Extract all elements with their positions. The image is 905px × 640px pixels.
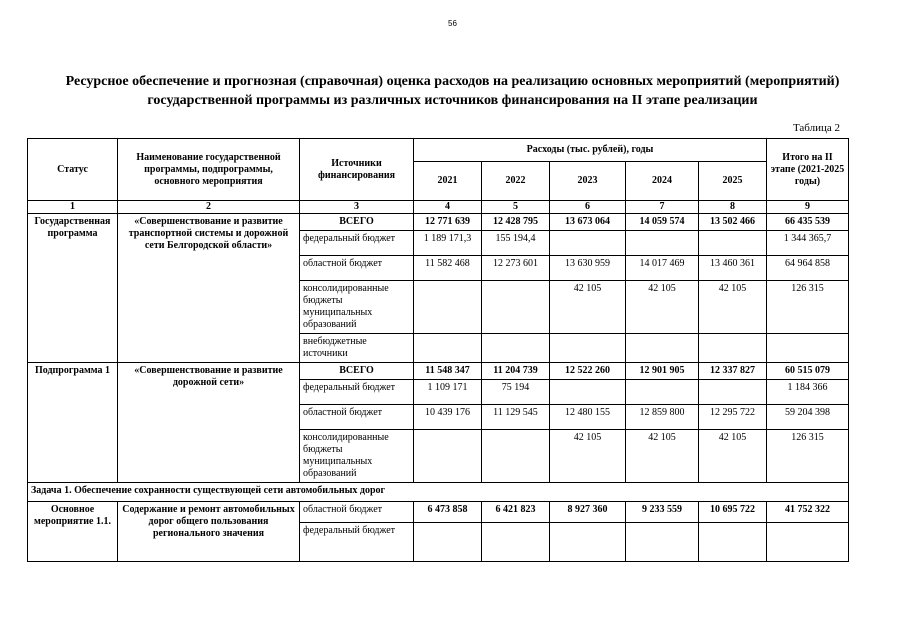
row-total (767, 523, 849, 562)
row-source: ВСЕГО (300, 214, 414, 231)
row-value: 13 460 361 (699, 256, 767, 281)
header-status: Статус (28, 139, 118, 201)
row-total: 60 515 079 (767, 363, 849, 380)
row-value: 11 129 545 (482, 405, 550, 430)
row-value: 42 105 (699, 430, 767, 483)
row-value: 155 194,4 (482, 231, 550, 256)
row-name: Содержание и ремонт автомобильных дорог общего пользования регионального значения (118, 502, 300, 562)
row-value: 42 105 (626, 430, 699, 483)
row-status: Государственная программа (28, 214, 118, 363)
header-year: 2022 (482, 162, 550, 201)
row-value (550, 523, 626, 562)
row-value: 42 105 (550, 281, 626, 334)
row-name: «Совершенствование и развитие транспортной системы и дорожной сети Белгородской области» (118, 214, 300, 363)
row-value: 8 927 360 (550, 502, 626, 523)
row-value: 12 901 905 (626, 363, 699, 380)
column-numbers-row (28, 201, 849, 214)
row-value: 12 337 827 (699, 363, 767, 380)
row-value: 12 295 722 (699, 405, 767, 430)
row-value: 13 502 466 (699, 214, 767, 231)
table-row (28, 502, 849, 523)
row-value: 13 630 959 (550, 256, 626, 281)
row-value: 12 273 601 (482, 256, 550, 281)
row-value: 10 695 722 (699, 502, 767, 523)
row-value (699, 334, 767, 363)
row-value: 42 105 (699, 281, 767, 334)
row-total: 59 204 398 (767, 405, 849, 430)
row-source: областной бюджет (300, 405, 414, 430)
row-source: федеральный бюджет (300, 231, 414, 256)
row-value (482, 334, 550, 363)
header-year: 2023 (550, 162, 626, 201)
header-total: Итого на II этапе (2021-2025 годы) (767, 139, 849, 201)
row-value (699, 380, 767, 405)
row-value: 9 233 559 (626, 502, 699, 523)
row-value (482, 430, 550, 483)
row-total: 64 964 858 (767, 256, 849, 281)
row-value: 42 105 (550, 430, 626, 483)
row-value: 10 439 176 (414, 405, 482, 430)
row-value: 1 109 171 (414, 380, 482, 405)
row-source: федеральный бюджет (300, 523, 414, 562)
row-total: 66 435 539 (767, 214, 849, 231)
row-value: 6 473 858 (414, 502, 482, 523)
column-number: 3 (300, 201, 414, 214)
row-value (414, 334, 482, 363)
header-row (28, 139, 849, 162)
page-number: 56 (448, 19, 457, 28)
row-value (414, 430, 482, 483)
column-number: 9 (767, 201, 849, 214)
row-total (767, 334, 849, 363)
column-number: 6 (550, 201, 626, 214)
row-status: Основное мероприятие 1.1. (28, 502, 118, 562)
row-value: 12 428 795 (482, 214, 550, 231)
row-value: 12 522 260 (550, 363, 626, 380)
row-source: областной бюджет (300, 502, 414, 523)
row-value (626, 380, 699, 405)
row-name: «Совершенствование и развитие дорожной сети» (118, 363, 300, 483)
row-source: консолидированные бюджеты муниципальных образований (300, 430, 414, 483)
column-number: 1 (28, 201, 118, 214)
row-value: 13 673 064 (550, 214, 626, 231)
header-year: 2021 (414, 162, 482, 201)
row-value: 11 582 468 (414, 256, 482, 281)
header-year: 2025 (699, 162, 767, 201)
row-total: 41 752 322 (767, 502, 849, 523)
document-title: Ресурсное обеспечение и прогнозная (справочная) оценка расходов на реализацию основных мероприятий (мероприятий) государственной программы из различных источников финансирования на II этапе реализации (65, 74, 840, 108)
row-value (626, 523, 699, 562)
column-number: 8 (699, 201, 767, 214)
row-value: 14 059 574 (626, 214, 699, 231)
row-value (550, 231, 626, 256)
row-value: 12 771 639 (414, 214, 482, 231)
header-sources: Источники финансирования (300, 139, 414, 201)
row-value: 14 017 469 (626, 256, 699, 281)
table-label: Таблица 2 (792, 122, 840, 134)
row-value: 1 189 171,3 (414, 231, 482, 256)
row-status: Подпрограмма 1 (28, 363, 118, 483)
section-row (28, 483, 849, 502)
column-number: 2 (118, 201, 300, 214)
row-value: 11 548 347 (414, 363, 482, 380)
row-value: 11 204 739 (482, 363, 550, 380)
table-row (28, 363, 849, 380)
row-value: 12 480 155 (550, 405, 626, 430)
row-total: 1 184 366 (767, 380, 849, 405)
row-total: 126 315 (767, 430, 849, 483)
row-value (550, 334, 626, 363)
row-value (482, 281, 550, 334)
row-source: консолидированные бюджеты муниципальных образований (300, 281, 414, 334)
header-name: Наименование государственной программы, подпрограммы, основного мероприятия (118, 139, 300, 201)
row-value (699, 231, 767, 256)
header-expenses: Расходы (тыс. рублей), годы (414, 139, 767, 162)
row-value (414, 281, 482, 334)
row-total: 126 315 (767, 281, 849, 334)
table-row (28, 214, 849, 231)
row-value: 12 859 800 (626, 405, 699, 430)
row-total: 1 344 365,7 (767, 231, 849, 256)
row-value (414, 523, 482, 562)
row-source: ВСЕГО (300, 363, 414, 380)
column-number: 5 (482, 201, 550, 214)
row-source: федеральный бюджет (300, 380, 414, 405)
section-title: Задача 1. Обеспечение сохранности существующей сети автомобильных дорог (28, 483, 849, 502)
expenses-table (27, 138, 849, 562)
row-value: 75 194 (482, 380, 550, 405)
header-year: 2024 (626, 162, 699, 201)
row-value (626, 334, 699, 363)
row-value (482, 523, 550, 562)
row-value: 6 421 823 (482, 502, 550, 523)
column-number: 4 (414, 201, 482, 214)
row-value (550, 380, 626, 405)
row-source: внебюджетные источники (300, 334, 414, 363)
row-source: областной бюджет (300, 256, 414, 281)
column-number: 7 (626, 201, 699, 214)
row-value (626, 231, 699, 256)
row-value (699, 523, 767, 562)
row-value: 42 105 (626, 281, 699, 334)
